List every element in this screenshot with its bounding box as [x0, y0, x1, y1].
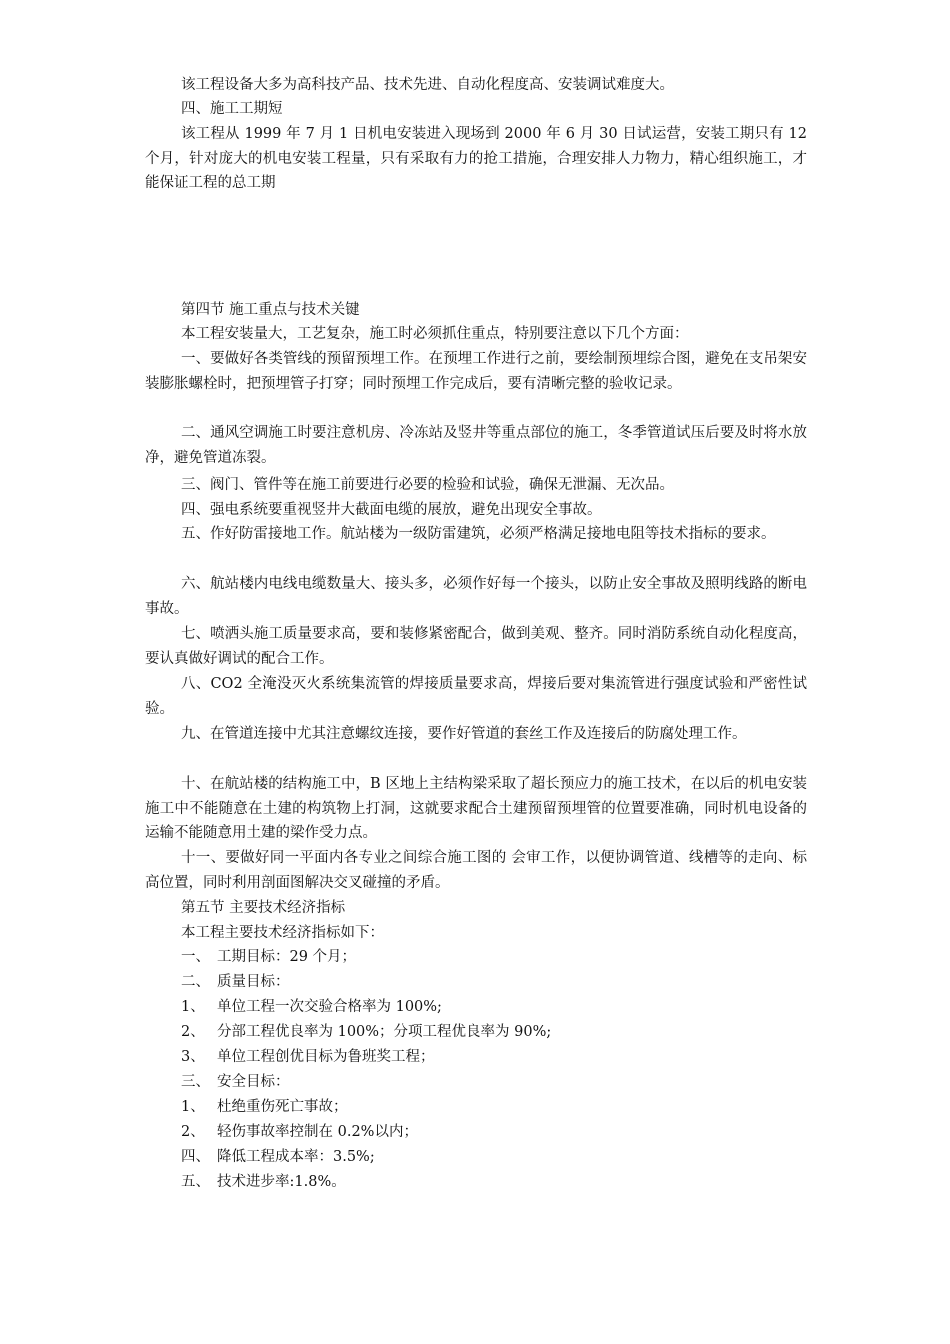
section4-title: 第四节 施工重点与技术关键 [181, 302, 360, 318]
indicator-text: 分部工程优良率为 100%；分项工程优良率为 90%; [217, 1024, 552, 1040]
indicator-number: 1、 [181, 999, 205, 1015]
indicator-number: 一、 [181, 949, 210, 965]
section4-item-8: 八、CO2 全淹没灭火系统集流管的焊接质量要求高，焊接后要对集流管进行强度试验和严密性试验。 [145, 676, 807, 717]
indicator-number: 1、 [181, 1099, 205, 1115]
section4-intro: 本工程安装量大，工艺复杂，施工时必须抓住重点，特别要注意以下几个方面： [181, 326, 689, 342]
indicator-text: 技术进步率:1.8%。 [217, 1174, 346, 1190]
section4-item-3: 三、阀门、管件等在施工前要进行必要的检验和试验，确保无泄漏、无次品。 [181, 477, 674, 493]
indicator-number: 3、 [181, 1049, 205, 1065]
section5-title: 第五节 主要技术经济指标 [181, 900, 346, 916]
indicator-text: 质量目标： [217, 974, 290, 990]
section4-item-4: 四、强电系统要重视竖井大截面电缆的展放，避免出现安全事故。 [181, 502, 602, 518]
indicator-line [181, 995, 442, 1020]
section4-item-6: 六、航站楼内电线电缆数量大、接头多，必须作好每一个接头，以防止安全事故及照明线路的断电事故。 [145, 576, 807, 617]
indicator-text: 轻伤事故率控制在 0.2%以内； [217, 1124, 418, 1140]
indicator-number: 三、 [181, 1074, 210, 1090]
heading-short-schedule: 四、施工工期短 [181, 101, 283, 117]
section4-item-5: 五、作好防雷接地工作。航站楼为一级防雷建筑，必须严格满足接地电阻等技术指标的要求。 [181, 526, 776, 542]
section4-item-2: 二、通风空调施工时要注意机房、冷冻站及竖井等重点部位的施工，冬季管道试压后要及时将水放净，避免管道冻裂。 [145, 425, 807, 466]
indicator-line [181, 945, 356, 970]
indicator-text: 杜绝重伤死亡事故； [217, 1099, 348, 1115]
indicator-number: 2、 [181, 1024, 205, 1040]
indicator-text: 工期目标：29 个月； [217, 949, 357, 965]
indicator-number: 五、 [181, 1174, 210, 1190]
indicator-line [181, 1095, 348, 1120]
section4-item-11: 十一、要做好同一平面内各专业之间综合施工图的 会审工作，以便协调管道、线槽等的走向、标高位置，同时利用剖面图解决交叉碰撞的矛盾。 [145, 850, 807, 891]
section4-item-9: 九、在管道连接中尤其注意螺纹连接，要作好管道的套丝工作及连接后的防腐处理工作。 [181, 726, 747, 742]
section5-intro: 本工程主要技术经济指标如下： [181, 925, 384, 941]
indicator-number: 2、 [181, 1124, 205, 1140]
paragraph-equipment: 该工程设备大多为高科技产品、技术先进、自动化程度高、安装调试难度大。 [181, 77, 674, 93]
indicator-number: 四、 [181, 1149, 210, 1165]
section4-item-7: 七、喷洒头施工质量要求高，要和装修紧密配合，做到美观、整齐。同时消防系统自动化程度高，要认真做好调试的配合工作。 [145, 626, 807, 667]
indicator-text: 单位工程一次交验合格率为 100%; [217, 999, 442, 1015]
indicator-line [181, 1070, 290, 1095]
indicator-text: 降低工程成本率：3.5%; [217, 1149, 375, 1165]
indicator-line [181, 1145, 375, 1170]
paragraph-schedule: 该工程从 1999 年 7 月 1 日机电安装进入现场到 2000 年 6 月 30 日试运营，安装工期只有 12 个月，针对庞大的机电安装工程量，只有采取有力的抢工措施，合理安排人力物力，精心组织施工，才能保证工程的总工期 [145, 126, 807, 191]
indicator-line [181, 1120, 418, 1145]
indicator-text: 安全目标： [217, 1074, 290, 1090]
indicator-text: 单位工程创优目标为鲁班奖工程； [217, 1049, 435, 1065]
indicator-line [181, 1170, 346, 1195]
indicator-line [181, 1045, 435, 1070]
indicator-number: 二、 [181, 974, 210, 990]
section4-item-1: 一、要做好各类管线的预留预埋工作。在预埋工作进行之前，要绘制预埋综合图，避免在支吊架安装膨胀螺栓时，把预埋管子打穿；同时预埋工作完成后，要有清晰完整的验收记录。 [145, 351, 807, 392]
indicator-line [181, 970, 290, 995]
section4-item-10: 十、在航站楼的结构施工中，B 区地上主结构梁采取了超长预应力的施工技术，在以后的机电安装施工中不能随意在土建的构筑物上打洞，这就要求配合土建预留预埋管的位置要准确，同时机电设备的运输不能随意用土建的梁作受力点。 [145, 776, 807, 841]
indicator-line [181, 1020, 551, 1045]
